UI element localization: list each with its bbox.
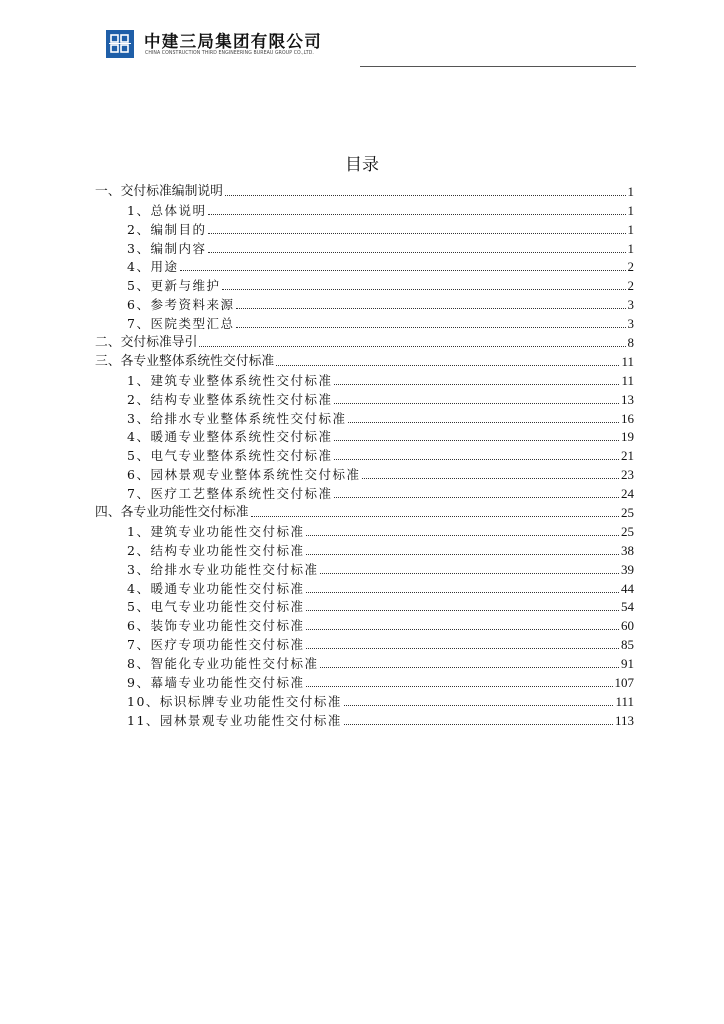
toc-entry[interactable] bbox=[95, 407, 634, 426]
toc-entry-page: 60 bbox=[621, 618, 634, 634]
toc-entry-label: 二、交付标准导引 bbox=[95, 335, 198, 351]
toc-entry-page: 11 bbox=[621, 353, 634, 369]
toc-entry-label: 5、更新与维护 bbox=[127, 278, 221, 294]
toc-entry[interactable] bbox=[95, 331, 634, 350]
toc-entry-page: 3 bbox=[627, 316, 634, 332]
toc-entry-page: 3 bbox=[627, 297, 634, 313]
toc-dot-leader bbox=[306, 610, 619, 611]
toc-dot-leader bbox=[180, 270, 625, 271]
toc-entry-label: 7、医疗专项功能性交付标准 bbox=[127, 637, 305, 653]
toc-dot-leader bbox=[236, 327, 625, 328]
toc-entry[interactable] bbox=[95, 199, 634, 218]
cscec-logo-mark bbox=[106, 30, 134, 58]
toc-entry[interactable] bbox=[95, 293, 634, 312]
toc-dot-leader bbox=[320, 667, 619, 668]
toc-entry-page: 1 bbox=[627, 240, 634, 256]
toc-entry-page: 13 bbox=[621, 391, 634, 407]
toc-entry-page: 21 bbox=[621, 448, 634, 464]
toc-entry-page: 1 bbox=[627, 183, 634, 199]
toc-entry-page: 85 bbox=[621, 637, 634, 653]
toc-dot-leader bbox=[362, 478, 619, 479]
toc-dot-leader bbox=[334, 440, 619, 441]
toc-entry-label: 2、编制目的 bbox=[127, 221, 207, 237]
toc-entry[interactable] bbox=[95, 482, 634, 501]
toc-dot-leader bbox=[306, 592, 619, 593]
toc-entry-label: 6、装饰专业功能性交付标准 bbox=[127, 618, 305, 634]
toc-entry[interactable] bbox=[95, 614, 634, 633]
toc-entry[interactable] bbox=[95, 237, 634, 256]
toc-entry-label: 三、各专业整体系统性交付标准 bbox=[95, 353, 275, 369]
toc-dot-leader bbox=[306, 648, 619, 649]
toc-entry-label: 一、交付标准编制说明 bbox=[95, 183, 223, 199]
toc-dot-leader bbox=[306, 535, 619, 536]
toc-entry[interactable] bbox=[95, 501, 634, 520]
toc-dot-leader bbox=[344, 724, 613, 725]
toc-entry-label: 四、各专业功能性交付标准 bbox=[95, 505, 249, 521]
toc-entry[interactable] bbox=[95, 690, 634, 709]
toc-entry-label: 1、总体说明 bbox=[127, 202, 207, 218]
toc-entry[interactable] bbox=[95, 539, 634, 558]
toc-entry-page: 107 bbox=[614, 675, 634, 691]
toc-entry-label: 11、园林景观专业功能性交付标准 bbox=[127, 712, 342, 728]
toc-entry-label: 7、医疗工艺整体系统性交付标准 bbox=[127, 486, 333, 502]
toc-dot-leader bbox=[251, 516, 619, 517]
toc-entry-label: 4、暖通专业功能性交付标准 bbox=[127, 580, 305, 596]
toc-entry[interactable] bbox=[95, 633, 634, 652]
toc-entry[interactable] bbox=[95, 350, 634, 369]
toc-entry[interactable] bbox=[95, 444, 634, 463]
toc-entry-page: 24 bbox=[621, 486, 634, 502]
toc-entry-page: 38 bbox=[621, 542, 634, 558]
toc-dot-leader bbox=[334, 459, 619, 460]
toc-dot-leader bbox=[199, 346, 625, 347]
toc-entry-label: 1、建筑专业整体系统性交付标准 bbox=[127, 372, 333, 388]
toc-entry-page: 23 bbox=[621, 467, 634, 483]
toc-entry[interactable] bbox=[95, 520, 634, 539]
toc-entry-label: 1、建筑专业功能性交付标准 bbox=[127, 523, 305, 539]
toc-entry-label: 6、园林景观专业整体系统性交付标准 bbox=[127, 467, 361, 483]
toc-entry-label: 2、结构专业整体系统性交付标准 bbox=[127, 391, 333, 407]
toc-entry-page: 44 bbox=[621, 580, 634, 596]
toc-entry-label: 10、标识标牌专业功能性交付标准 bbox=[127, 693, 342, 709]
toc-entry[interactable] bbox=[95, 312, 634, 331]
toc-entry-page: 2 bbox=[627, 259, 634, 275]
toc-entry-page: 16 bbox=[621, 410, 634, 426]
toc-entry[interactable] bbox=[95, 671, 634, 690]
toc-entry[interactable] bbox=[95, 388, 634, 407]
page-header bbox=[106, 28, 636, 70]
cscec-logo-icon bbox=[106, 30, 134, 58]
toc-entry[interactable] bbox=[95, 369, 634, 388]
toc-entry-label: 4、暖通专业整体系统性交付标准 bbox=[127, 429, 333, 445]
toc-entry-label: 4、用途 bbox=[127, 259, 179, 275]
header-divider bbox=[360, 66, 636, 67]
toc-entry-label: 5、电气专业功能性交付标准 bbox=[127, 599, 305, 615]
toc-entry-label: 7、医院类型汇总 bbox=[127, 316, 235, 332]
toc-entry-label: 3、给排水专业功能性交付标准 bbox=[127, 561, 319, 577]
toc-entry[interactable] bbox=[95, 218, 634, 237]
toc-dot-leader bbox=[208, 252, 625, 253]
toc-entry-label: 3、给排水专业整体系统性交付标准 bbox=[127, 410, 347, 426]
toc-dot-leader bbox=[306, 554, 619, 555]
toc-entry-page: 11 bbox=[621, 372, 634, 388]
company-name-cn: 中建三局集团有限公司 bbox=[144, 32, 322, 51]
toc-entry-page: 113 bbox=[614, 712, 634, 728]
toc-title: 目录 bbox=[345, 155, 379, 175]
toc-entry-page: 1 bbox=[627, 221, 634, 237]
toc-entry-page: 8 bbox=[627, 335, 634, 351]
toc-dot-leader bbox=[276, 365, 619, 366]
toc-dot-leader bbox=[236, 308, 625, 309]
toc-entry-page: 54 bbox=[621, 599, 634, 615]
toc-entry-page: 39 bbox=[621, 561, 634, 577]
toc-dot-leader bbox=[320, 573, 619, 574]
toc-entry[interactable] bbox=[95, 596, 634, 615]
table-of-contents bbox=[95, 180, 634, 728]
toc-entry-label: 2、结构专业功能性交付标准 bbox=[127, 542, 305, 558]
toc-entry[interactable] bbox=[95, 256, 634, 275]
toc-dot-leader bbox=[334, 497, 619, 498]
toc-entry[interactable] bbox=[95, 463, 634, 482]
toc-dot-leader bbox=[225, 195, 626, 196]
toc-entry[interactable] bbox=[95, 426, 634, 445]
toc-entry-label: 3、编制内容 bbox=[127, 240, 207, 256]
toc-entry-page: 19 bbox=[621, 429, 634, 445]
toc-dot-leader bbox=[348, 422, 619, 423]
toc-entry-page: 2 bbox=[627, 278, 634, 294]
toc-entry-page: 25 bbox=[621, 505, 634, 521]
toc-entry-label: 5、电气专业整体系统性交付标准 bbox=[127, 448, 333, 464]
toc-entry[interactable] bbox=[95, 558, 634, 577]
toc-dot-leader bbox=[334, 403, 619, 404]
toc-dot-leader bbox=[306, 629, 619, 630]
toc-dot-leader bbox=[222, 289, 625, 290]
toc-dot-leader bbox=[208, 233, 625, 234]
company-name-en: CHINA CONSTRUCTION THIRD ENGINEERING BUREAU GROUP CO.,LTD. bbox=[145, 50, 314, 56]
toc-entry-page: 111 bbox=[615, 693, 634, 709]
toc-entry[interactable] bbox=[95, 180, 634, 199]
toc-entry-label: 8、智能化专业功能性交付标准 bbox=[127, 656, 319, 672]
toc-entry[interactable] bbox=[95, 709, 634, 728]
toc-entry[interactable] bbox=[95, 652, 634, 671]
toc-dot-leader bbox=[344, 705, 614, 706]
toc-entry-label: 9、幕墙专业功能性交付标准 bbox=[127, 675, 305, 691]
toc-entry[interactable] bbox=[95, 577, 634, 596]
toc-dot-leader bbox=[334, 384, 619, 385]
toc-dot-leader bbox=[306, 686, 612, 687]
toc-entry-label: 6、参考资料来源 bbox=[127, 297, 235, 313]
toc-entry[interactable] bbox=[95, 274, 634, 293]
toc-dot-leader bbox=[208, 214, 625, 215]
toc-entry-page: 1 bbox=[627, 202, 634, 218]
toc-entry-page: 25 bbox=[621, 523, 634, 539]
toc-entry-page: 91 bbox=[621, 656, 634, 672]
